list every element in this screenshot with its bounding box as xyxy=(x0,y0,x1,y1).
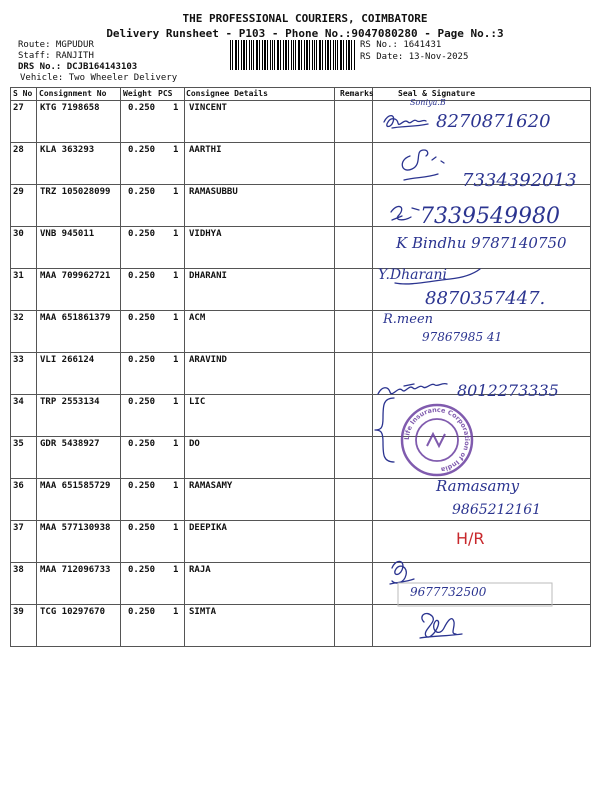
table-row xyxy=(0,520,600,562)
cell-pcs: 1 xyxy=(173,355,179,365)
cell-consignment: KLA 363293 xyxy=(40,145,95,155)
cell-pcs: 1 xyxy=(173,565,179,575)
header-sno: S No xyxy=(13,89,33,98)
phone-36: 9865212161 xyxy=(452,502,542,518)
cell-consignment: MAA 709962721 xyxy=(40,271,111,281)
row-divider xyxy=(10,646,591,647)
phone-34: 8012273335 xyxy=(457,381,559,400)
cell-consignment: MAA 712096733 xyxy=(40,565,111,575)
cell-pcs: 1 xyxy=(173,313,179,323)
cell-consignee: AARTHI xyxy=(189,145,222,155)
cell-consignee: ACM xyxy=(189,313,206,323)
phone-31: 8870357447. xyxy=(425,288,546,309)
signature-name-27: Soniya.B xyxy=(410,98,446,107)
header-pcs: PCS xyxy=(158,89,173,98)
header-consignee: Consignee Details xyxy=(186,89,268,98)
cell-sno: 35 xyxy=(13,439,24,449)
cell-consignment: MAA 651861379 xyxy=(40,313,111,323)
cell-weight: 0.250 xyxy=(128,607,156,617)
cell-pcs: 1 xyxy=(173,523,179,533)
phone-32: 97867985 41 xyxy=(422,330,503,344)
cell-weight: 0.250 xyxy=(128,271,156,281)
staff-label: Staff: RANJITH xyxy=(18,51,94,61)
cell-pcs: 1 xyxy=(173,229,179,239)
table-row xyxy=(0,436,600,478)
cell-pcs: 1 xyxy=(173,271,179,281)
phone-29: 7339549980 xyxy=(420,204,560,229)
phone-28: 7334392013 xyxy=(462,170,577,191)
cell-weight: 0.250 xyxy=(128,229,156,239)
phone-27: 8270871620 xyxy=(436,111,551,132)
barcode xyxy=(230,40,355,70)
cell-sno: 29 xyxy=(13,187,24,197)
cell-consignee: RAJA xyxy=(189,565,211,575)
cell-consignee: RAMASAMY xyxy=(189,481,233,491)
cell-sno: 30 xyxy=(13,229,24,239)
table-row xyxy=(0,604,600,646)
cell-sno: 32 xyxy=(13,313,24,323)
cell-pcs: 1 xyxy=(173,145,179,155)
rs-date: RS Date: 13-Nov-2025 xyxy=(360,52,469,62)
table-border-top xyxy=(10,87,591,88)
cell-sno: 28 xyxy=(13,145,24,155)
cell-sno: 36 xyxy=(13,481,24,491)
cell-consignment: TCG 10297670 xyxy=(40,607,106,617)
cell-consignee: SIMTA xyxy=(189,607,217,617)
cell-consignee: DO xyxy=(189,439,200,449)
cell-sno: 33 xyxy=(13,355,24,365)
cell-consignee: DEEPIKA xyxy=(189,523,227,533)
cell-consignment: MAA 651585729 xyxy=(40,481,111,491)
cell-consignee: RAMASUBBU xyxy=(189,187,238,197)
drs-number: DRS No.: DCJB164143103 xyxy=(18,62,138,72)
cell-consignment: VLI 266124 xyxy=(40,355,95,365)
company-title: THE PROFESSIONAL COURIERS, COIMBATORE xyxy=(182,12,428,25)
cell-weight: 0.250 xyxy=(128,565,156,575)
cell-consignment: TRP 2553134 xyxy=(40,397,100,407)
cell-consignment: TRZ 105028099 xyxy=(40,187,111,197)
cell-weight: 0.250 xyxy=(128,103,156,113)
cell-pcs: 1 xyxy=(173,397,179,407)
route-label: Route: MGPUDUR xyxy=(18,40,94,50)
cell-sno: 34 xyxy=(13,397,24,407)
rs-number: RS No.: 1641431 xyxy=(360,40,442,50)
header-consignment: Consignment No xyxy=(39,89,107,98)
cell-pcs: 1 xyxy=(173,607,179,617)
table-row xyxy=(0,310,600,352)
cell-consignee: VIDHYA xyxy=(189,229,222,239)
cell-consignee: ARAVIND xyxy=(189,355,227,365)
cell-consignment: GDR 5438927 xyxy=(40,439,100,449)
cell-weight: 0.250 xyxy=(128,439,156,449)
cell-weight: 0.250 xyxy=(128,523,156,533)
cell-consignment: KTG 7198658 xyxy=(40,103,100,113)
signature-name-36: Ramasamy xyxy=(436,477,520,495)
cell-weight: 0.250 xyxy=(128,355,156,365)
header-signature: Seal & Signature xyxy=(398,89,476,98)
cell-consignment: MAA 577130938 xyxy=(40,523,111,533)
cell-sno: 39 xyxy=(13,607,24,617)
cell-weight: 0.250 xyxy=(128,481,156,491)
signature-30: K Bindhu 9787140750 xyxy=(396,234,567,252)
cell-sno: 37 xyxy=(13,523,24,533)
table-row xyxy=(0,562,600,604)
remark-37: H/R xyxy=(456,529,485,548)
cell-weight: 0.250 xyxy=(128,145,156,155)
signature-name-31: Y.Dharani xyxy=(378,267,448,283)
cell-sno: 38 xyxy=(13,565,24,575)
cell-consignee: DHARANI xyxy=(189,271,227,281)
cell-consignee: LIC xyxy=(189,397,206,407)
cell-pcs: 1 xyxy=(173,481,179,491)
cell-consignee: VINCENT xyxy=(189,103,227,113)
cell-weight: 0.250 xyxy=(128,397,156,407)
vehicle-label: Vehicle: Two Wheeler Delivery xyxy=(20,73,178,83)
header-weight: Weight xyxy=(123,89,152,98)
signature-name-32: R.meen xyxy=(383,312,434,327)
cell-pcs: 1 xyxy=(173,187,179,197)
cell-weight: 0.250 xyxy=(128,313,156,323)
stamp-arc-text: Life Insurance Corporation of India xyxy=(402,405,472,474)
phone-38: 9677732500 xyxy=(410,585,487,599)
runsheet-title: Delivery Runsheet - P103 - Phone No.:9047080280 - Page No.:3 xyxy=(106,27,504,40)
cell-pcs: 1 xyxy=(173,103,179,113)
header-remarks: Remarks xyxy=(340,89,374,98)
cell-pcs: 1 xyxy=(173,439,179,449)
cell-sno: 27 xyxy=(13,103,24,113)
cell-weight: 0.250 xyxy=(128,187,156,197)
cell-sno: 31 xyxy=(13,271,24,281)
cell-consignment: VNB 945011 xyxy=(40,229,95,239)
table-row xyxy=(0,394,600,436)
